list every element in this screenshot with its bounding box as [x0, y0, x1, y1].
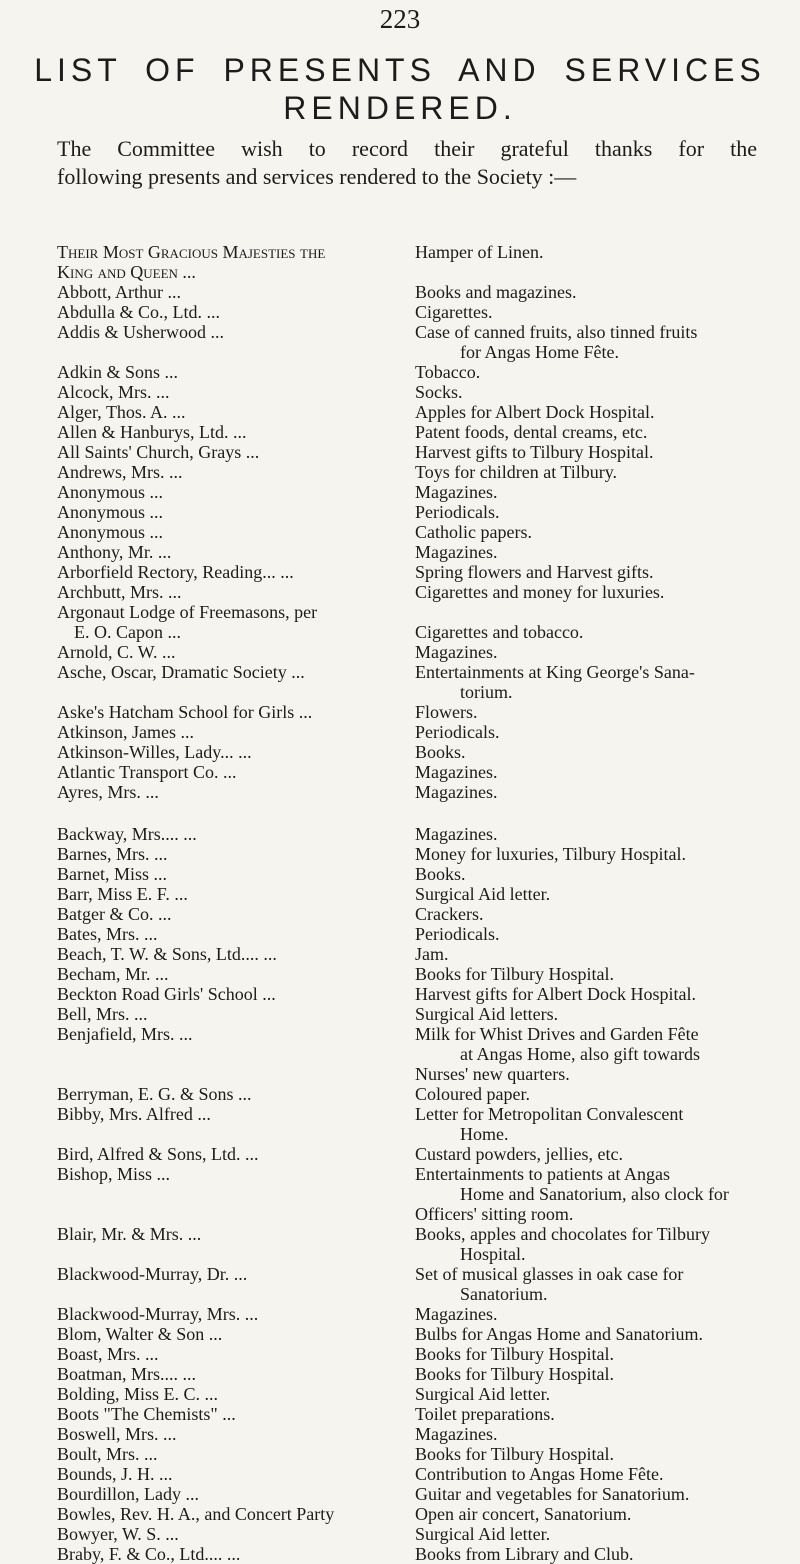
gift-description: Set of musical glasses in oak case for	[415, 1264, 684, 1284]
gift-description-continued: Home and Sanatorium, also clock for	[460, 1184, 729, 1204]
gift-description: Periodicals.	[415, 924, 500, 944]
donor-name: Blackwood-Murray, Mrs. ...	[57, 1304, 259, 1324]
donor-cell	[57, 442, 415, 462]
gift-cell	[415, 422, 777, 442]
donor-cell	[57, 402, 415, 422]
gift-description: Bulbs for Angas Home and Sanatorium.	[415, 1324, 703, 1344]
gift-description: Apples for Albert Dock Hospital.	[415, 402, 655, 422]
gift-cell	[415, 542, 777, 562]
donor-cell	[57, 824, 415, 844]
gift-cell	[415, 662, 777, 702]
donor-cell	[57, 362, 415, 382]
donor-cell	[57, 864, 415, 884]
gift-cell	[415, 1364, 777, 1384]
donor-name: Boswell, Mrs. ...	[57, 1424, 177, 1444]
gift-cell	[415, 1424, 777, 1444]
gift-description: Magazines.	[415, 542, 498, 562]
donor-cell	[57, 1484, 415, 1504]
list-item	[57, 702, 777, 722]
donor-cell	[57, 1544, 415, 1564]
gift-description: Periodicals.	[415, 502, 500, 522]
donor-cell	[57, 1324, 415, 1344]
gift-description: Books.	[415, 864, 466, 884]
donor-name: Becham, Mr. ...	[57, 964, 169, 984]
gift-cell	[415, 762, 777, 782]
list-item	[57, 1464, 777, 1484]
list-item	[57, 1264, 777, 1304]
donor-name: Anonymous ...	[57, 502, 164, 522]
list-item	[57, 522, 777, 542]
gift-description: Contribution to Angas Home Fête.	[415, 1464, 664, 1484]
gift-description: Crackers.	[415, 904, 484, 924]
list-item	[57, 1484, 777, 1504]
gift-description: Surgical Aid letter.	[415, 884, 551, 904]
donor-name: Blom, Walter & Son ...	[57, 1324, 223, 1344]
list-item	[57, 824, 777, 844]
gift-cell	[415, 1304, 777, 1324]
donor-name: Aske's Hatcham School for Girls ...	[57, 702, 313, 722]
donor-name: Asche, Oscar, Dramatic Society ...	[57, 662, 305, 682]
list-item	[57, 1324, 777, 1344]
gift-cell	[415, 1164, 777, 1224]
donor-name: Blair, Mr. & Mrs. ...	[57, 1224, 202, 1244]
donor-name: Boast, Mrs. ...	[57, 1344, 159, 1364]
list-item	[57, 422, 777, 442]
gift-cell	[415, 282, 777, 302]
list-item	[57, 1384, 777, 1404]
donor-cell	[57, 1164, 415, 1184]
donor-name: Braby, F. & Co., Ltd.... ...	[57, 1544, 241, 1564]
list-item	[57, 1524, 777, 1544]
donor-cell	[57, 662, 415, 682]
donor-cell	[57, 742, 415, 762]
gift-cell	[415, 1544, 777, 1564]
gift-description: Books from Library and Club.	[415, 1544, 634, 1564]
gift-cell	[415, 1484, 777, 1504]
donor-cell	[57, 844, 415, 864]
donor-cell	[57, 1344, 415, 1364]
gift-description: Toys for children at Tilbury.	[415, 462, 618, 482]
donor-name: Barr, Miss E. F. ...	[57, 884, 188, 904]
donor-name-continued: E. O. Capon ...	[74, 622, 181, 642]
donor-cell	[57, 782, 415, 802]
donor-cell	[57, 1104, 415, 1124]
gift-description: Entertainments to patients at Angas	[415, 1164, 670, 1184]
donor-cell	[57, 282, 415, 302]
gift-description: Magazines.	[415, 1304, 498, 1324]
gift-description-continued: Officers' sitting room.	[415, 1204, 574, 1224]
donor-name: Arnold, C. W. ...	[57, 642, 176, 662]
gift-cell	[415, 964, 777, 984]
donor-name: Boult, Mrs. ...	[57, 1444, 158, 1464]
donor-name: Atkinson-Willes, Lady... ...	[57, 742, 252, 762]
gift-description: Surgical Aid letters.	[415, 1004, 559, 1024]
gift-description-continued: Nurses' new quarters.	[415, 1064, 570, 1084]
list-item	[57, 884, 777, 904]
donor-cell	[57, 722, 415, 742]
donor-name: Argonaut Lodge of Freemasons, per	[57, 602, 318, 622]
gift-cell	[415, 1524, 777, 1544]
donor-cell	[57, 1024, 415, 1044]
donor-cell	[57, 302, 415, 322]
gift-description: Milk for Whist Drives and Garden Fête	[415, 1024, 699, 1044]
donor-name: Atlantic Transport Co. ...	[57, 762, 237, 782]
gift-description: Books, apples and chocolates for Tilbury	[415, 1224, 710, 1244]
list-item	[57, 362, 777, 382]
gift-description	[415, 602, 777, 622]
gift-cell	[415, 1084, 777, 1104]
gift-description: Jam.	[415, 944, 449, 964]
donor-name: Their Most Gracious Majesties the	[57, 242, 326, 262]
gift-cell	[415, 1464, 777, 1484]
donor-cell	[57, 1304, 415, 1324]
list-item	[57, 1004, 777, 1024]
list-item	[57, 1444, 777, 1464]
gift-description: Letter for Metropolitan Convalescent	[415, 1104, 684, 1124]
list-item	[57, 502, 777, 522]
donor-name: Blackwood-Murray, Dr. ...	[57, 1264, 248, 1284]
gift-description: Books for Tilbury Hospital.	[415, 1344, 615, 1364]
intro-paragraph-line-2: following presents and services rendered to the Society :—	[57, 164, 577, 189]
donor-name: Bowyer, W. S. ...	[57, 1524, 179, 1544]
donor-cell	[57, 1264, 415, 1284]
gift-cell	[415, 1104, 777, 1144]
gift-cell	[415, 1144, 777, 1164]
gift-description: Books for Tilbury Hospital.	[415, 964, 615, 984]
gift-cell	[415, 322, 777, 362]
gift-description: Guitar and vegetables for Sanatorium.	[415, 1484, 690, 1504]
donor-name: Adkin & Sons ...	[57, 362, 179, 382]
donor-name: Boatman, Mrs.... ...	[57, 1364, 196, 1384]
donor-cell	[57, 702, 415, 722]
list-item	[57, 282, 777, 302]
list-item	[57, 742, 777, 762]
gift-description: Books and magazines.	[415, 282, 577, 302]
donor-cell	[57, 522, 415, 542]
donor-name: Batger & Co. ...	[57, 904, 172, 924]
donor-name: Anonymous ...	[57, 482, 164, 502]
donor-cell	[57, 984, 415, 1004]
donor-name: Archbutt, Mrs. ...	[57, 582, 182, 602]
gift-cell	[415, 944, 777, 964]
donor-cell	[57, 482, 415, 502]
donor-name: Boots "The Chemists" ...	[57, 1404, 236, 1424]
gift-description: Books.	[415, 742, 466, 762]
donor-name: Backway, Mrs.... ...	[57, 824, 197, 844]
page-number: 223	[379, 4, 421, 34]
gift-description: Spring flowers and Harvest gifts.	[415, 562, 654, 582]
donor-cell	[57, 562, 415, 582]
donor-name: Ayres, Mrs. ...	[57, 782, 159, 802]
gift-cell	[415, 722, 777, 742]
gift-cell	[415, 462, 777, 482]
gift-description: Books for Tilbury Hospital.	[415, 1444, 615, 1464]
donor-name: Beckton Road Girls' School ...	[57, 984, 276, 1004]
donor-name: Bell, Mrs. ...	[57, 1004, 148, 1024]
gift-cell	[415, 1404, 777, 1424]
gift-description: Magazines.	[415, 824, 498, 844]
gift-cell	[415, 1444, 777, 1464]
list-item	[57, 904, 777, 924]
donor-cell	[57, 1384, 415, 1404]
donor-name-continued: King and Queen ...	[57, 262, 196, 282]
donor-cell	[57, 1084, 415, 1104]
gift-cell	[415, 362, 777, 382]
donor-cell	[57, 422, 415, 442]
donor-name: Benjafield, Mrs. ...	[57, 1024, 193, 1044]
gift-description: Money for luxuries, Tilbury Hospital.	[415, 844, 687, 864]
gift-description-continued: Home.	[460, 1124, 509, 1144]
list-item	[57, 582, 777, 602]
gift-cell	[415, 742, 777, 762]
gift-cell	[415, 1224, 777, 1264]
list-item	[57, 964, 777, 984]
gift-cell	[415, 402, 777, 422]
donor-name: Arborfield Rectory, Reading... ...	[57, 562, 294, 582]
list-item	[57, 782, 777, 802]
gift-cell	[415, 1324, 777, 1344]
list-item	[57, 1344, 777, 1364]
donor-cell	[57, 1404, 415, 1424]
list-item	[57, 1224, 777, 1264]
donor-cell	[57, 382, 415, 402]
list-item	[57, 662, 777, 702]
list-item	[57, 1364, 777, 1384]
gift-description: Harvest gifts for Albert Dock Hospital.	[415, 984, 696, 1004]
gift-description: Toilet preparations.	[415, 1404, 555, 1424]
list-item	[57, 1164, 777, 1224]
gift-description: Harvest gifts to Tilbury Hospital.	[415, 442, 654, 462]
gift-description-continued: Cigarettes and tobacco.	[415, 622, 584, 642]
gift-cell	[415, 482, 777, 502]
gift-description: Cigarettes.	[415, 302, 493, 322]
donor-cell	[57, 1444, 415, 1464]
gift-description: Socks.	[415, 382, 463, 402]
donor-name: Bibby, Mrs. Alfred ...	[57, 1104, 211, 1124]
gift-cell	[415, 302, 777, 322]
gift-description: Hamper of Linen.	[415, 242, 544, 262]
donor-name: Bourdillon, Lady ...	[57, 1484, 199, 1504]
gift-description: Catholic papers.	[415, 522, 532, 542]
gift-description: Coloured paper.	[415, 1084, 530, 1104]
gift-cell	[415, 242, 777, 262]
donor-name: Bishop, Miss ...	[57, 1164, 171, 1184]
gift-cell	[415, 924, 777, 944]
gift-description-continued: torium.	[460, 682, 513, 702]
gift-cell	[415, 904, 777, 924]
gift-cell	[415, 502, 777, 522]
list-item	[57, 302, 777, 322]
list-item	[57, 242, 777, 282]
page-title: LIST OF PRESENTS AND SERVICES	[34, 52, 766, 88]
donor-cell	[57, 602, 415, 642]
list-item	[57, 1304, 777, 1324]
list-item	[57, 944, 777, 964]
donor-cell	[57, 1504, 415, 1524]
list-item	[57, 762, 777, 782]
donor-name: Abbott, Arthur ...	[57, 282, 181, 302]
donor-cell	[57, 1224, 415, 1244]
gift-description: Periodicals.	[415, 722, 500, 742]
donor-cell	[57, 1464, 415, 1484]
donor-cell	[57, 762, 415, 782]
donor-name: All Saints' Church, Grays ...	[57, 442, 260, 462]
list-item	[57, 1104, 777, 1144]
donor-cell	[57, 884, 415, 904]
list-item	[57, 562, 777, 582]
list-item	[57, 1084, 777, 1104]
donor-name: Addis & Usherwood ...	[57, 322, 224, 342]
donor-name: Barnet, Miss ...	[57, 864, 167, 884]
list-item	[57, 602, 777, 642]
gift-description: Magazines.	[415, 642, 498, 662]
gift-description: Open air concert, Sanatorium.	[415, 1504, 632, 1524]
gift-description: Patent foods, dental creams, etc.	[415, 422, 648, 442]
gift-description-continued: at Angas Home, also gift towards	[460, 1044, 700, 1064]
gift-description: Entertainments at King George's Sana-	[415, 662, 695, 682]
list-item	[57, 1424, 777, 1444]
gift-description: Magazines.	[415, 782, 498, 802]
list-item	[57, 382, 777, 402]
donor-cell	[57, 1144, 415, 1164]
donor-cell	[57, 462, 415, 482]
list-item	[57, 844, 777, 864]
donor-name: Atkinson, James ...	[57, 722, 194, 742]
gift-cell	[415, 1004, 777, 1024]
gift-description: Magazines.	[415, 482, 498, 502]
list-item	[57, 1504, 777, 1524]
gift-cell	[415, 582, 777, 602]
list-item	[57, 1024, 777, 1084]
list-item	[57, 722, 777, 742]
gift-description: Custard powders, jellies, etc.	[415, 1144, 623, 1164]
gift-description: Magazines.	[415, 1424, 498, 1444]
donor-name: Abdulla & Co., Ltd. ...	[57, 302, 220, 322]
donor-cell	[57, 1424, 415, 1444]
donor-cell	[57, 944, 415, 964]
gift-cell	[415, 884, 777, 904]
list-item	[57, 482, 777, 502]
gift-cell	[415, 522, 777, 542]
list-item	[57, 462, 777, 482]
donor-name: Beach, T. W. & Sons, Ltd.... ...	[57, 944, 277, 964]
presents-list	[57, 242, 777, 1564]
donor-name: Alcock, Mrs. ...	[57, 382, 170, 402]
gift-cell	[415, 782, 777, 802]
gift-cell	[415, 442, 777, 462]
gift-cell	[415, 1344, 777, 1364]
list-item	[57, 1404, 777, 1424]
donor-cell	[57, 582, 415, 602]
gift-description: Case of canned fruits, also tinned fruits	[415, 322, 698, 342]
group-separator	[57, 802, 777, 824]
donor-cell	[57, 904, 415, 924]
donor-name: Anthony, Mr. ...	[57, 542, 172, 562]
donor-name: Bates, Mrs. ...	[57, 924, 158, 944]
gift-description-continued: Sanatorium.	[460, 1284, 548, 1304]
gift-cell	[415, 562, 777, 582]
gift-cell	[415, 864, 777, 884]
list-item	[57, 322, 777, 362]
donor-cell	[57, 964, 415, 984]
donor-cell	[57, 1364, 415, 1384]
gift-description: Surgical Aid letter.	[415, 1524, 551, 1544]
donor-name: Alger, Thos. A. ...	[57, 402, 186, 422]
list-item	[57, 542, 777, 562]
gift-description-continued: Hospital.	[460, 1244, 526, 1264]
intro-paragraph-line-1: The Committee wish to record their grateful thanks for the	[57, 136, 757, 161]
donor-name: Bounds, J. H. ...	[57, 1464, 173, 1484]
gift-cell	[415, 1504, 777, 1524]
gift-cell	[415, 602, 777, 642]
donor-name: Allen & Hanburys, Ltd. ...	[57, 422, 247, 442]
gift-cell	[415, 984, 777, 1004]
page-title-continued: RENDERED.	[283, 90, 517, 126]
donor-name: Bird, Alfred & Sons, Ltd. ...	[57, 1144, 259, 1164]
gift-description: Cigarettes and money for luxuries.	[415, 582, 665, 602]
gift-cell	[415, 1024, 777, 1084]
gift-cell	[415, 702, 777, 722]
donor-name: Bolding, Miss E. C. ...	[57, 1384, 219, 1404]
gift-description: Magazines.	[415, 762, 498, 782]
donor-cell	[57, 1524, 415, 1544]
donor-name: Berryman, E. G. & Sons ...	[57, 1084, 252, 1104]
donor-cell	[57, 1004, 415, 1024]
donor-cell	[57, 242, 415, 282]
gift-description: Books for Tilbury Hospital.	[415, 1364, 615, 1384]
gift-description: Tobacco.	[415, 362, 481, 382]
gift-description: Flowers.	[415, 702, 478, 722]
list-item	[57, 1144, 777, 1164]
list-item	[57, 924, 777, 944]
donor-name: Bowles, Rev. H. A., and Concert Party	[57, 1504, 335, 1524]
donor-cell	[57, 502, 415, 522]
list-item	[57, 402, 777, 422]
donor-cell	[57, 322, 415, 342]
list-item	[57, 984, 777, 1004]
donor-name: Anonymous ...	[57, 522, 164, 542]
list-item	[57, 1544, 777, 1564]
donor-name: Andrews, Mrs. ...	[57, 462, 183, 482]
donor-cell	[57, 542, 415, 562]
gift-cell	[415, 642, 777, 662]
gift-cell	[415, 382, 777, 402]
donor-name: Barnes, Mrs. ...	[57, 844, 168, 864]
list-item	[57, 442, 777, 462]
gift-cell	[415, 1384, 777, 1404]
donor-cell	[57, 642, 415, 662]
gift-cell	[415, 824, 777, 844]
list-item	[57, 642, 777, 662]
donor-cell	[57, 924, 415, 944]
gift-description: Surgical Aid letter.	[415, 1384, 551, 1404]
gift-cell	[415, 1264, 777, 1304]
gift-description-continued: for Angas Home Fête.	[460, 342, 619, 362]
list-item	[57, 864, 777, 884]
gift-cell	[415, 844, 777, 864]
